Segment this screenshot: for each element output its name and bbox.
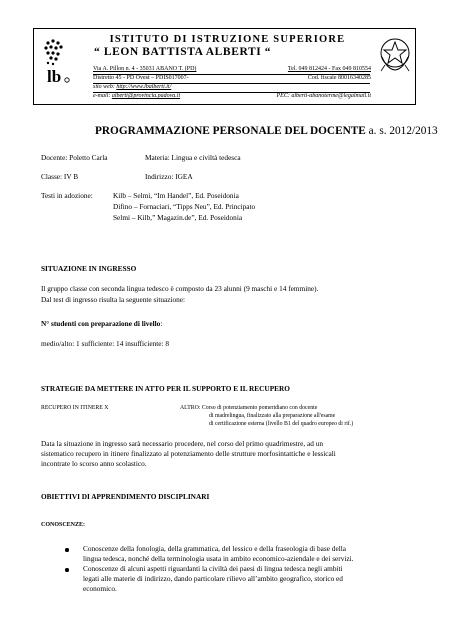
- students-level-colon: :: [160, 319, 163, 328]
- section-heading-situation: SITUAZIONE IN INGRESSO: [41, 264, 137, 273]
- title-main: PROGRAMMAZIONE PERSONALE DEL DOCENTE: [95, 125, 366, 137]
- subject: Materia: Lingua e civiltà tedesca: [145, 153, 241, 162]
- institute-type: ISTITUTO DI ISTRUZIONE SUPERIORE: [109, 34, 346, 45]
- knowledge-item-1-line-1: Conoscenze della fonologia, della grammatica, del lessico e della fraseologia di base della: [83, 544, 346, 553]
- document-title: [95, 125, 438, 137]
- level-counts: medio/alto: 1 sufficiente: 14 insufficiente: 8: [41, 339, 170, 348]
- institute-name: “ LEON BATTISTA ALBERTI “: [94, 46, 272, 58]
- students-level-label: [41, 319, 162, 328]
- altro-line-1: ALTRO: Corso di potenziamento pomeridiano con docente: [180, 405, 318, 411]
- district: Distretto 45 - PD Ovest – PDIS017007-: [93, 75, 189, 81]
- email-line: [93, 93, 180, 99]
- recupero-in-itinere: RECUPERO IN ITINERE X: [41, 405, 109, 411]
- track: Indirizzo: IGEA: [145, 172, 193, 181]
- teacher: Docente: Poletto Carla: [41, 153, 108, 162]
- tax-code: Cod. fiscale 80016340285: [307, 75, 371, 81]
- knowledge-item-2-line-2: legati alle materie di indirizzo, dando particolare rilievo all’ambito geografico, storico ed: [83, 574, 343, 583]
- entry-test-intro: Dal test di ingresso risulta la seguente situazione:: [41, 295, 186, 304]
- pec-link[interactable]: PEC: alberti-abanoterme@legalmail.it: [276, 93, 371, 99]
- textbook-3: Selmi – Kilb,” Magazin.de”, Ed. Poseidonia: [113, 213, 243, 222]
- strategy-paragraph-line-3: incontrate lo scorso anno scolastico.: [41, 459, 147, 468]
- knowledge-item-1-line-2: lingua tedesca, nonché della terminologia usata in ambito economico-aziendale e dei servizi.: [83, 554, 354, 563]
- class: Classe: IV B: [41, 172, 79, 181]
- website-label: sito web:: [93, 84, 115, 90]
- texts-label: Testi in adozione:: [41, 191, 93, 200]
- italian-republic-emblem-icon: [377, 33, 413, 75]
- students-level-text: N° studenti con preparazione di livello: [41, 319, 161, 328]
- textbook-2: Difino – Fornaciari, “Tipps Neu”, Ed. Principato: [113, 202, 256, 211]
- lb-logo-icon: [40, 34, 74, 94]
- altro-line-2: di madrelingua, finalizzato alla preparazione all'esame: [209, 413, 336, 419]
- knowledge-label: CONOSCENZE:: [41, 522, 86, 528]
- email-label: e-mail:: [93, 93, 111, 99]
- address: Via A. Pillon n. 4 - 35031 ABANO T. (PD): [93, 66, 197, 72]
- knowledge-item-2-line-3: economico.: [83, 584, 117, 593]
- textbook-1: Kilb – Selmi, “Im Handel”, Ed. Poseidonia: [113, 191, 239, 200]
- knowledge-item-2-line-1: Conoscenze di alcuni aspetti riguardanti la civiltà dei paesi di lingua tedesca negli ambiti: [83, 564, 343, 573]
- strategy-paragraph-line-2: sistematico recupero in itinere finalizzato al potenziamento delle strutture morfosintattiche e lessicali: [41, 449, 336, 458]
- website-line: [93, 84, 171, 90]
- email-link[interactable]: alberti@provincia.padova.it: [111, 93, 181, 99]
- section-heading-objectives: OBIETTIVI DI APPRENDIMENTO DISCIPLINARI: [41, 492, 210, 501]
- altro-line-3: di certificazione esterna (livello B1 del quadro europeo di rif.): [209, 421, 354, 427]
- bullet-icon: [65, 548, 69, 552]
- strategy-paragraph-line-1: Data la situazione in ingresso sarà necessario procedere, nel corso del primo quadrimestre, ad un: [41, 439, 324, 448]
- website-link[interactable]: http://www.lbalberti.it/: [116, 84, 172, 90]
- class-composition: Il gruppo classe con seconda lingua tedesco è composto da 23 alunni (9 maschi e 14 femmine).: [41, 284, 319, 293]
- section-heading-strategies: STRATEGIE DA METTERE IN ATTO PER IL SUPPORTO E IL RECUPERO: [41, 384, 290, 393]
- svg-text:lb: lb: [47, 67, 62, 86]
- phone-fax: Tel. 049 812424 - Fax 049 810554: [287, 66, 371, 72]
- bullet-icon: [65, 568, 69, 572]
- school-year: a. s. 2012/2013: [368, 125, 438, 137]
